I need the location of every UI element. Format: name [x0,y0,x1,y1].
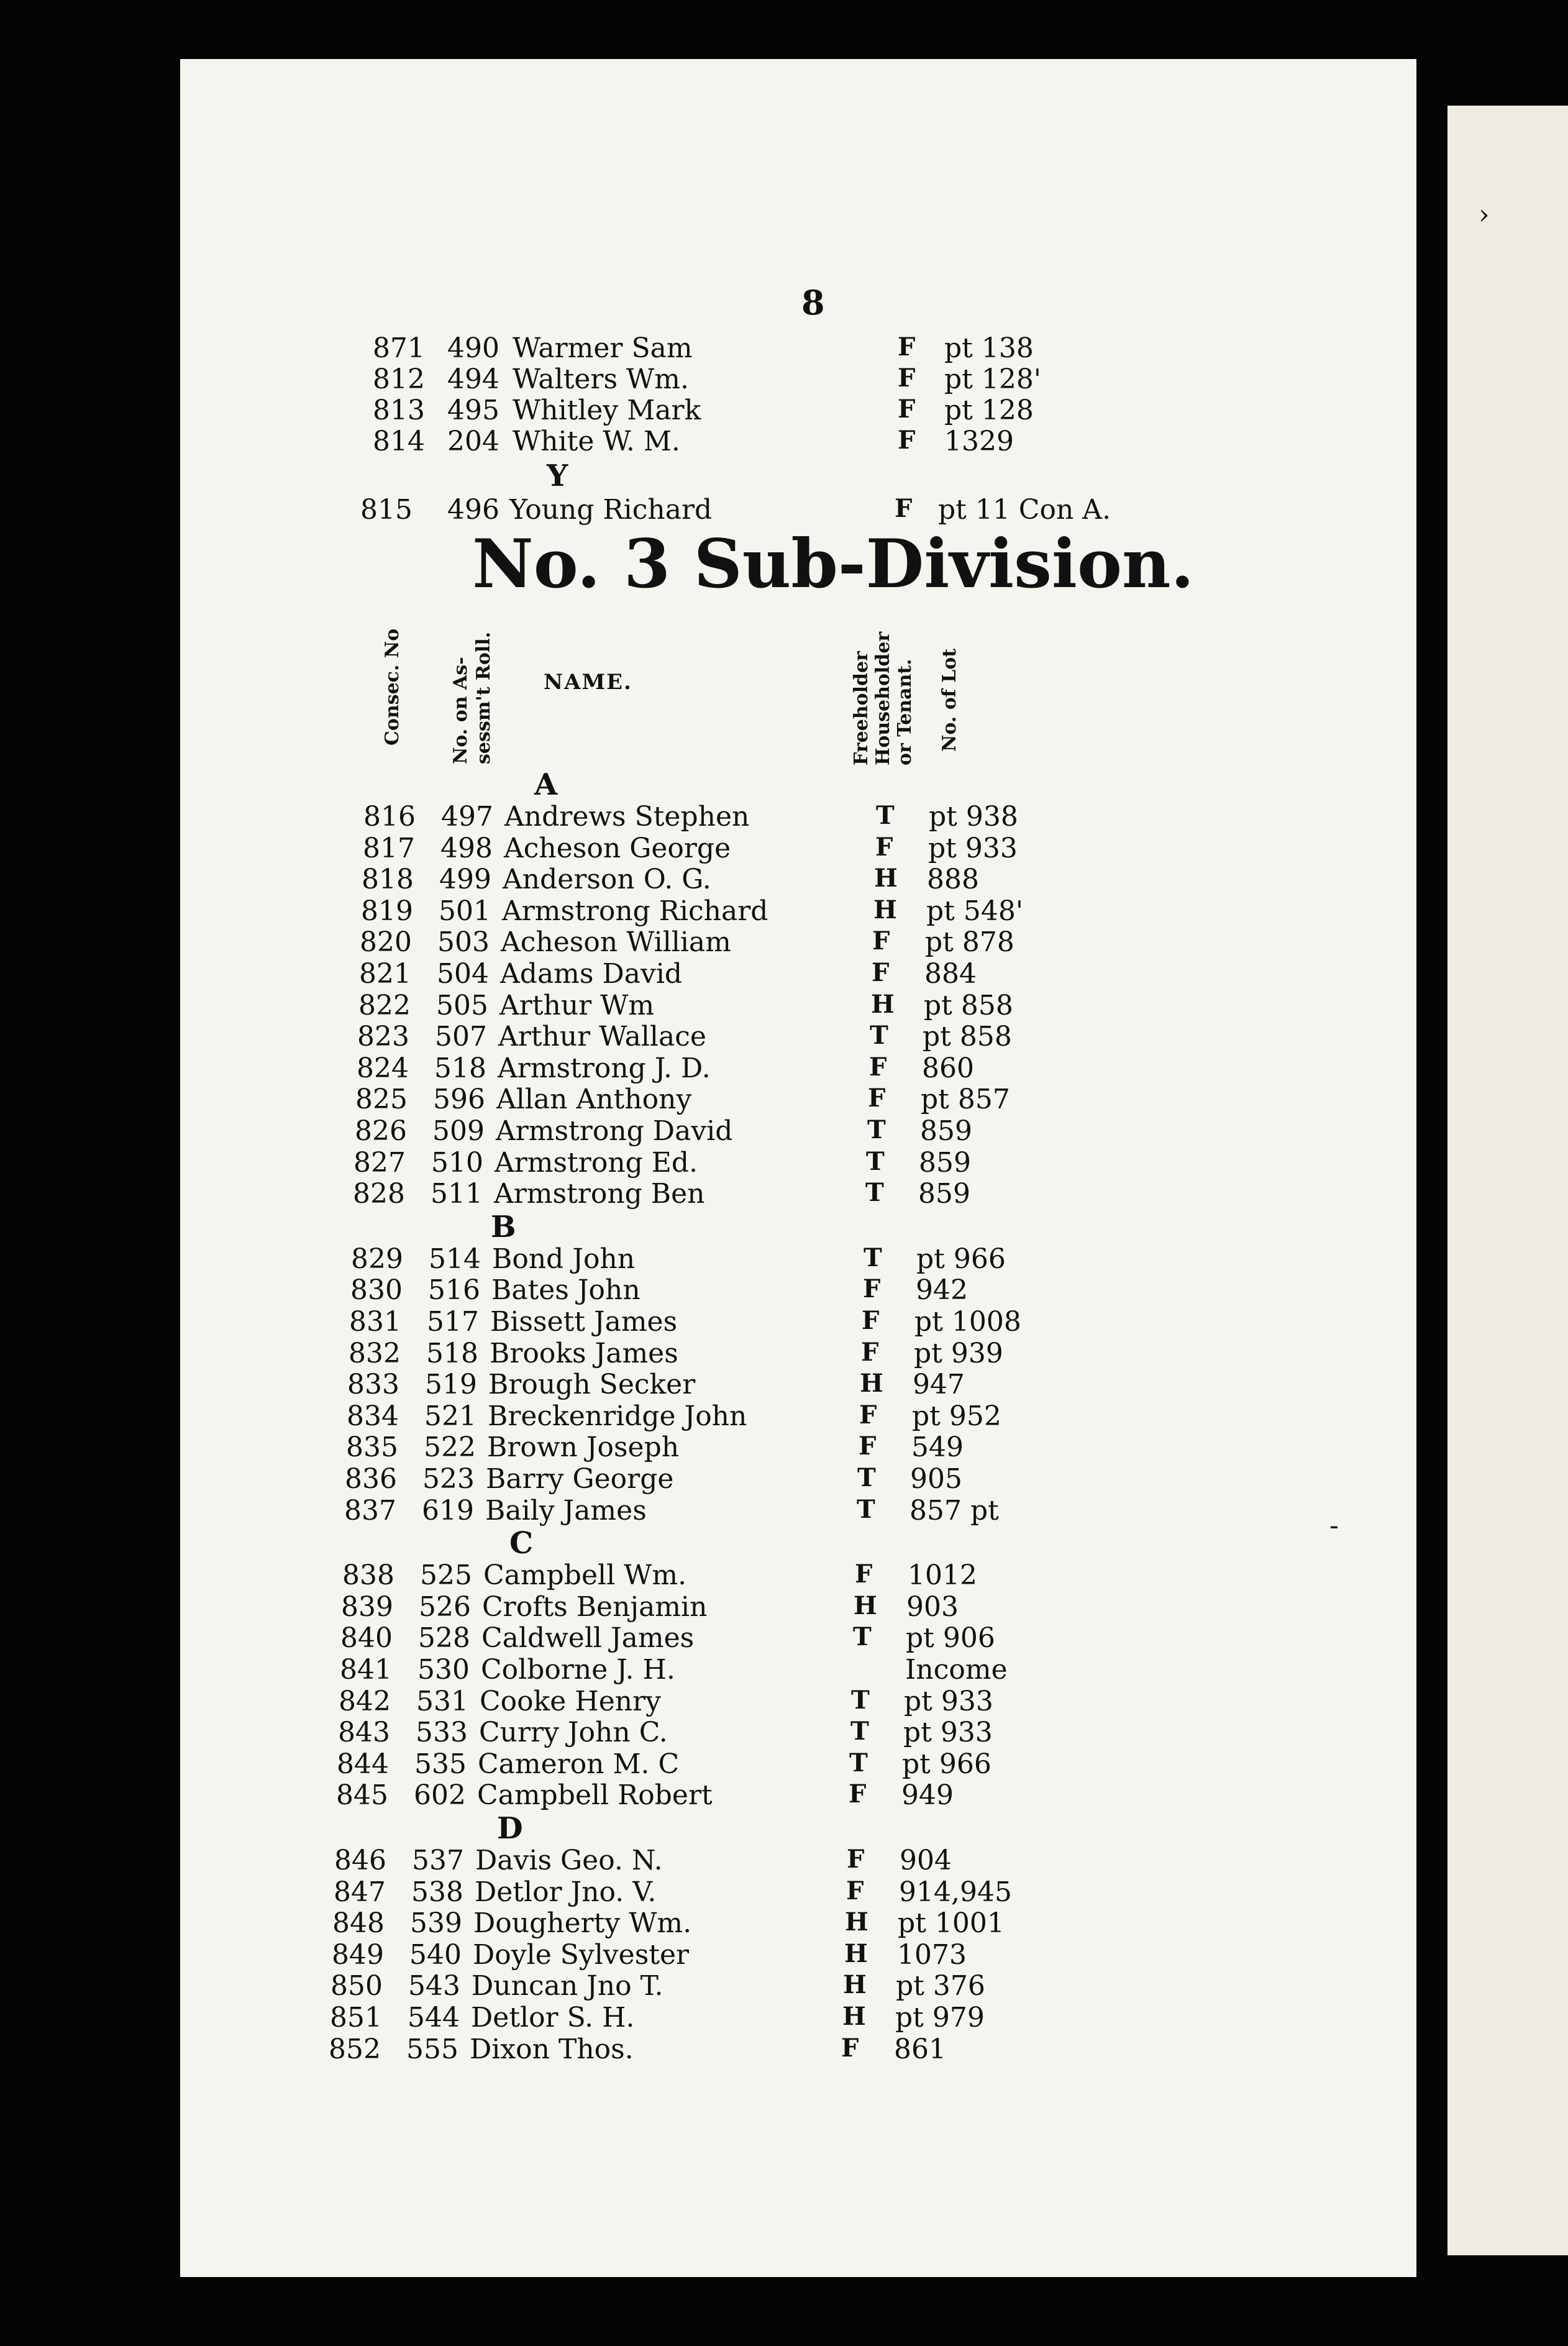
tenure-status: H [874,864,898,893]
list-item [0,801,1180,832]
list-item [0,1876,1180,1907]
list-item [0,1115,1180,1146]
list-item [0,1622,1180,1653]
roll-number: 498 [440,833,493,864]
roll-number: 555 [406,2033,458,2065]
tenure-status: H [860,1369,883,1398]
tenure-status: F [859,1400,877,1430]
tenure-status: F [875,833,893,862]
list-item [0,1717,1180,1748]
consec-number: 826 [355,1115,407,1147]
voter-name: Brooks James [490,1338,678,1369]
voter-name: Barry George [486,1463,674,1495]
roll-number: 537 [412,1845,464,1876]
section-letter-a: A [534,767,558,802]
roll-number: 531 [416,1686,468,1717]
lot-number: pt 966 [902,1748,991,1780]
roll-number: 509 [432,1115,485,1147]
lot-number: pt 878 [925,926,1014,958]
lot-number: 1073 [897,1939,967,1971]
lot-number: 549 [911,1431,964,1463]
voter-name: Curry John C. [479,1717,668,1748]
voter-name: Whitley Mark [513,395,701,426]
voter-name: Arthur Wallace [498,1021,706,1052]
roll-number: 497 [441,801,493,833]
roll-number: 540 [409,1939,462,1971]
voter-name: Armstrong J. D. [498,1052,711,1084]
list-item [0,833,1180,864]
roll-number: 505 [436,990,488,1021]
voter-name: Campbell Wm. [483,1559,687,1591]
consec-number: 817 [363,833,415,864]
header-status-line1: Freeholder [850,651,872,765]
voter-name: Dougherty Wm. [473,1907,692,1939]
lot-number: pt 939 [914,1338,1003,1369]
tenure-status: T [864,1243,882,1272]
tenure-status: H [844,1939,868,1968]
list-item [0,2033,1180,2065]
lot-number: pt 1008 [914,1306,1021,1338]
tenure-status: F [846,1876,864,1906]
list-item [0,1243,1180,1274]
consec-number: 848 [332,1907,385,1939]
tenure-status: T [849,1748,868,1778]
voter-name: Caldwell James [481,1622,695,1654]
voter-name: Adams David [500,958,683,990]
margin-mark: › [1479,199,1490,230]
list-item [0,1274,1180,1305]
tenure-status: T [865,1178,884,1207]
voter-name: Detlor Jno. V. [475,1876,657,1908]
roll-number: 499 [439,864,491,895]
lot-number: Income [905,1654,1008,1686]
lot-number: 859 [918,1178,970,1210]
tenure-status: F [898,395,916,424]
voter-name: Baily James [485,1495,647,1527]
tenure-status: T [857,1495,875,1524]
lot-number: pt 906 [906,1622,995,1654]
tenure-status: F [898,363,916,393]
consec-number: 840 [340,1622,393,1654]
roll-number: 204 [447,426,499,457]
tenure-status: H [842,2002,866,2031]
consec-number: 818 [362,864,414,895]
voter-name: Bates John [491,1274,640,1306]
tenure-status: H [845,1907,868,1937]
voter-name: Warmer Sam [513,332,693,364]
tenure-status: H [854,1591,877,1620]
lot-number: 942 [916,1274,968,1306]
lot-number: pt 933 [928,833,1018,864]
consec-number: 830 [350,1274,403,1306]
subdivision-title: No. 3 Sub-Division. [472,525,1195,603]
consec-number: 815 [360,494,413,526]
tenure-status: F [868,1084,886,1113]
voter-name: Cooke Henry [480,1686,661,1717]
consec-number: 829 [351,1243,403,1275]
list-item [0,1306,1180,1337]
voter-name: Anderson O. G. [503,864,711,895]
consec-number: 831 [349,1306,401,1338]
list-item [0,332,1180,363]
voter-name: Campbell Robert [477,1779,713,1811]
consec-number: 837 [344,1495,396,1527]
consec-number: 825 [355,1084,408,1115]
list-item [0,1021,1180,1052]
header-status-line3: or Tenant. [894,659,916,765]
lot-number: 884 [924,958,977,990]
voter-name: Doyle Sylvester [473,1939,690,1971]
roll-number: 519 [425,1369,477,1400]
section-letter-c: C [509,1526,534,1561]
consec-number: 871 [373,332,425,364]
lot-number: pt 858 [923,1021,1012,1052]
roll-number: 514 [429,1243,481,1275]
tenure-status: T [850,1717,869,1746]
list-item [0,1178,1180,1209]
list-item [0,1147,1180,1178]
list-item [0,895,1180,926]
lot-number: pt 128 [944,395,1034,426]
list-item [0,426,1180,457]
roll-number: 533 [416,1717,468,1748]
list-item [0,1338,1180,1369]
lot-number: pt 1001 [898,1907,1005,1939]
tenure-status: T [876,801,895,830]
consec-number: 823 [357,1021,409,1052]
tenure-status: F [849,1779,867,1809]
tenure-status: F [863,1274,881,1303]
lot-number: 860 [922,1052,974,1084]
tenure-status: H [843,1970,867,1999]
consec-number: 812 [373,363,425,395]
roll-number: 503 [437,926,490,958]
section-letter-b: B [491,1209,516,1244]
tenure-status: F [872,958,890,987]
consec-number: 838 [342,1559,394,1591]
consec-number: 833 [347,1369,399,1400]
tenure-status: H [873,895,897,924]
list-item [0,2002,1180,2033]
tenure-status: F [898,332,916,362]
lot-number: 861 [894,2033,946,2065]
voter-name: Allan Anthony [496,1084,692,1115]
voter-name: Bond John [492,1243,636,1275]
roll-number: 528 [418,1622,470,1654]
list-item [0,864,1180,895]
roll-number: 619 [422,1495,474,1527]
roll-number: 510 [431,1147,483,1179]
tenure-status: T [851,1686,870,1715]
roll-number: 535 [414,1748,467,1780]
consec-number: 839 [341,1591,393,1623]
list-item [0,395,1180,426]
roll-number: 544 [408,2002,460,2033]
roll-number: 596 [433,1084,485,1115]
tenure-status: F [859,1431,877,1461]
consec-number: 851 [330,2002,382,2033]
list-item [0,1463,1180,1494]
consec-number: 828 [353,1178,405,1210]
tenure-status: T [867,1115,886,1144]
section-letter-d: D [497,1811,523,1846]
lot-number: pt 858 [924,990,1013,1021]
roll-number: 602 [414,1779,466,1811]
voter-name: Armstrong Ben [494,1178,705,1210]
tenure-status: F [872,926,890,956]
lot-number: pt 933 [904,1686,993,1717]
consec-number: 814 [373,426,425,457]
voter-name: Breckenridge John [488,1400,747,1432]
list-item [0,1400,1180,1431]
roll-number: 516 [428,1274,480,1306]
list-item [0,363,1180,395]
tenure-status: H [871,990,895,1019]
lot-number: 947 [913,1369,965,1400]
consec-number: 844 [337,1748,389,1780]
consec-number: 820 [360,926,412,958]
consec-number: 836 [345,1463,397,1495]
lot-number: 859 [920,1115,972,1147]
consec-number: 821 [359,958,411,990]
tenure-status: F [855,1559,873,1589]
consec-number: 849 [332,1939,384,1971]
roll-number: 521 [424,1400,476,1432]
voter-name: Armstrong David [496,1115,733,1147]
lot-number: pt 938 [929,801,1018,833]
voter-name: Acheson George [504,833,731,864]
header-roll-line1: No. on As- [450,657,472,764]
voter-name: Duncan Jno T. [472,1970,663,2002]
list-item [0,494,1180,525]
voter-name: Dixon Thos. [470,2033,634,2065]
voter-name: Andrews Stephen [504,801,750,833]
adjacent-page-edge [1447,106,1568,2255]
tenure-status: F [869,1052,887,1082]
list-item [0,1907,1180,1938]
roll-number: 522 [424,1431,476,1463]
tenure-status: T [857,1463,876,1492]
tenure-status: F [895,494,913,523]
tenure-status: F [898,426,916,455]
roll-number: 538 [411,1876,463,1908]
voter-name: Arthur Wm [499,990,655,1021]
lot-number: pt 376 [896,1970,985,2002]
list-item [0,1369,1180,1400]
consec-number: 819 [361,895,413,927]
tenure-status: F [862,1306,880,1335]
list-item [0,990,1180,1021]
lot-number: 914,945 [899,1876,1012,1908]
tenure-status: T [870,1021,888,1050]
consec-number: 842 [339,1686,391,1717]
voter-name: Davis Geo. N. [475,1845,663,1876]
consec-number: 841 [340,1654,392,1686]
lot-number: pt 128' [944,363,1041,395]
lot-number: 859 [919,1147,971,1179]
lot-number: 903 [906,1591,959,1623]
header-consec: Consec. No [381,628,403,746]
list-item [0,1495,1180,1526]
list-item [0,1052,1180,1084]
roll-number: 501 [439,895,491,927]
consec-number: 846 [334,1845,386,1876]
header-roll-line2: sessm't Roll. [473,631,495,764]
consec-number: 843 [338,1717,390,1748]
voter-name: Bissett James [490,1306,678,1338]
voter-name: White W. M. [513,426,680,457]
consec-number: 832 [349,1338,401,1369]
roll-number: 525 [420,1559,472,1591]
list-item [0,1084,1180,1115]
lot-number: pt 933 [903,1717,993,1748]
roll-number: 511 [431,1178,483,1210]
header-name: NAME. [544,670,632,695]
lot-number: 857 pt [909,1495,999,1527]
tenure-status: F [861,1338,879,1367]
lot-number: pt 952 [912,1400,1001,1432]
roll-number: 543 [408,1970,460,2002]
voter-name: Armstrong Ed. [495,1147,698,1179]
roll-number: 518 [426,1338,478,1369]
section-letter-y: Y [547,459,568,493]
list-item [0,926,1180,957]
list-item [0,1939,1180,1970]
roll-number: 494 [447,363,499,395]
consec-number: 824 [357,1052,409,1084]
roll-number: 523 [422,1463,475,1495]
consec-number: 827 [353,1147,406,1179]
voter-name: Brown Joseph [487,1431,680,1463]
roll-number: 517 [427,1306,479,1338]
consec-number: 845 [336,1779,388,1811]
list-item [0,1970,1180,2001]
lot-number: 904 [900,1845,952,1876]
list-item [0,1654,1180,1685]
tenure-status: F [841,2033,859,2063]
roll-number: 518 [434,1052,486,1084]
roll-number: 496 [447,494,499,526]
lot-number: 949 [901,1779,954,1811]
roll-number: 526 [419,1591,471,1623]
roll-number: 539 [410,1907,462,1939]
list-item [0,1559,1180,1591]
lot-number: 1329 [944,426,1014,457]
consec-number: 813 [373,395,425,426]
lot-number: 1012 [908,1559,977,1591]
lot-number: pt 138 [944,332,1034,364]
list-item [0,1748,1180,1779]
lot-number: pt 857 [921,1084,1010,1115]
voter-name: Armstrong Richard [502,895,768,927]
voter-name: Cameron M. C [478,1748,680,1780]
list-item [0,1779,1180,1810]
margin-dash: - [1329,1510,1339,1541]
list-item [0,1686,1180,1717]
lot-number: pt 548' [926,895,1023,927]
roll-number: 530 [417,1654,470,1686]
list-item [0,1845,1180,1876]
roll-number: 495 [447,395,499,426]
lot-number: pt 979 [895,2002,985,2033]
voter-name: Crofts Benjamin [482,1591,708,1623]
consec-number: 816 [363,801,416,833]
voter-name: Brough Secker [488,1369,696,1400]
lot-number: 905 [910,1463,962,1495]
consec-number: 822 [358,990,411,1021]
consec-number: 835 [346,1431,398,1463]
consec-number: 847 [334,1876,386,1908]
roll-number: 504 [437,958,489,990]
voter-name: Young Richard [509,494,713,526]
voter-name: Detlor S. H. [471,2002,635,2033]
lot-number: pt 11 Con A. [938,494,1111,526]
consec-number: 852 [329,2033,381,2065]
lot-number: pt 966 [916,1243,1006,1275]
tenure-status: T [853,1622,872,1651]
consec-number: 834 [347,1400,399,1432]
lot-number: 888 [927,864,979,895]
tenure-status: T [866,1147,885,1176]
tenure-status: F [847,1845,865,1874]
list-item [0,1591,1180,1622]
consec-number: 850 [330,1970,383,2002]
page-number: 8 [801,283,825,322]
voter-name: Walters Wm. [513,363,689,395]
voter-name: Acheson William [501,926,731,958]
roll-number: 507 [435,1021,487,1052]
voter-name: Colborne J. H. [481,1654,675,1686]
roll-number: 490 [447,332,499,364]
header-lot: No. of Lot [939,648,960,752]
list-item [0,1431,1180,1463]
list-item [0,958,1180,989]
header-status-line2: Householder [872,631,894,765]
